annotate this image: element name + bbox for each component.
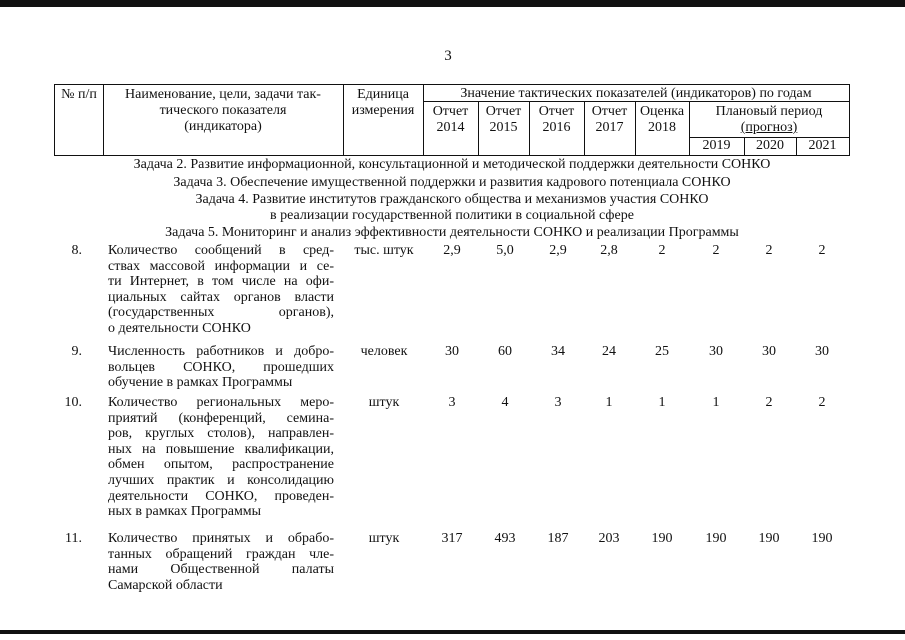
header-col-2018: Оценка 2018 xyxy=(639,104,685,135)
indicator-value: 2 xyxy=(818,395,826,410)
indicator-name-line: обмен опытом, распространение xyxy=(108,457,334,473)
indicator-value: 2,8 xyxy=(600,243,618,258)
indicator-value: 190 xyxy=(758,531,780,546)
header-col-2014: Отчет 2014 xyxy=(432,104,469,135)
indicator-value: 30 xyxy=(815,344,829,359)
indicator-value: 2,9 xyxy=(443,243,461,258)
task-heading: Задача 5. Мониторинг и анализ эффективности деятельности СОНКО и реализации Программы xyxy=(165,225,739,240)
task-heading: Задача 4. Развитие институтов гражданского общества и механизмов участия СОНКО xyxy=(195,192,709,207)
indicator-name-line: ров, круглых столов), направлен- xyxy=(108,426,334,442)
indicator-name-line: нами Общественной палаты xyxy=(108,562,334,578)
indicator-value: 2 xyxy=(765,395,773,410)
indicator-name-line: ных в рамках Программы xyxy=(108,504,262,520)
indicator-value: 2 xyxy=(765,243,773,258)
header-values-title: Значение тактических показателей (индикаторов) по годам xyxy=(460,86,812,101)
indicator-name-line: Самарской области xyxy=(108,577,223,593)
indicator-value: 493 xyxy=(494,531,516,546)
indicator-value: 34 xyxy=(551,344,565,359)
indicator-name-line: ных на повышение квалификации, xyxy=(108,441,334,457)
indicator-value: 30 xyxy=(445,344,459,359)
indicator-name-line: обучение в рамках Программы xyxy=(108,375,293,391)
header-col-2016: Отчет 2016 xyxy=(538,104,575,135)
header-year-2020: 2020 xyxy=(756,138,784,153)
task-heading: Задача 2. Развитие информационной, консультационной и методической поддержки деятельности СОНКО xyxy=(133,157,771,172)
unit-of-measure: штук xyxy=(368,395,400,410)
indicator-value: 2,9 xyxy=(549,243,567,258)
indicator-value: 60 xyxy=(498,344,512,359)
indicator-name-line: о деятельности СОНКО xyxy=(108,320,251,336)
indicator-name-line: Численность работников и добро- xyxy=(108,344,334,359)
header-number: № п/п xyxy=(61,87,97,102)
indicator-value: 1 xyxy=(605,395,613,410)
indicator-value: 30 xyxy=(762,344,776,359)
row-number: 8. xyxy=(71,243,82,258)
task-heading: Задача 3. Обеспечение имущественной поддержки и развития кадрового потенциала СОНКО xyxy=(173,175,731,190)
header-year-2019: 2019 xyxy=(702,138,731,153)
indicator-name xyxy=(108,395,334,520)
unit-of-measure: тыс. штук xyxy=(354,243,414,258)
header-year-2021: 2021 xyxy=(808,138,837,153)
indicator-value: 3 xyxy=(554,395,562,410)
indicator-name-line: Количество региональных меро- xyxy=(108,395,334,410)
indicator-name-line: Количество сообщений в сред- xyxy=(108,243,334,258)
unit-of-measure: штук xyxy=(368,531,400,546)
indicator-value: 317 xyxy=(441,531,463,546)
table-header xyxy=(54,84,850,156)
indicator-name-line: деятельности СОНКО, проведен- xyxy=(108,488,334,504)
row-number: 11. xyxy=(65,531,82,546)
indicator-value: 30 xyxy=(709,344,723,359)
bottom-border-rule xyxy=(0,630,905,634)
indicator-value: 3 xyxy=(448,395,456,410)
header-unit: Единица измерения xyxy=(351,87,415,118)
indicator-name-line: циальных сайтах органов власти xyxy=(108,289,334,305)
indicator-value: 187 xyxy=(547,531,569,546)
indicator-value: 2 xyxy=(658,243,666,258)
top-border-rule xyxy=(0,0,905,7)
header-col-2017: Отчет 2017 xyxy=(591,104,628,135)
indicator-name-line: танных обращений граждан чле- xyxy=(108,546,334,562)
indicator-value: 2 xyxy=(712,243,720,258)
indicator-name xyxy=(108,344,334,391)
indicator-value: 190 xyxy=(651,531,673,546)
indicator-value: 190 xyxy=(705,531,727,546)
indicator-name-line: ствах массовой информации и се- xyxy=(108,258,334,274)
header-col-2015: Отчет 2015 xyxy=(485,104,522,135)
row-number: 10. xyxy=(64,395,82,410)
indicator-name-line: Количество принятых и обрабо- xyxy=(108,531,334,546)
indicator-value: 2 xyxy=(818,243,826,258)
indicator-value: 1 xyxy=(712,395,720,410)
indicator-name-line: ти Интернет, в том числе на офи- xyxy=(108,274,334,290)
indicator-name-line: лучших практик и консолидацию xyxy=(108,472,334,488)
indicator-value: 5,0 xyxy=(496,243,514,258)
indicator-value: 24 xyxy=(602,344,616,359)
indicator-name xyxy=(108,243,334,337)
indicator-value: 190 xyxy=(811,531,833,546)
indicator-value: 25 xyxy=(655,344,669,359)
unit-of-measure: человек xyxy=(360,344,408,359)
indicator-value: 4 xyxy=(501,395,509,410)
row-number: 9. xyxy=(71,344,82,359)
indicator-name-line: (государственных органов), xyxy=(108,305,334,321)
indicator-name-line: вольцев СОНКО, прошедших xyxy=(108,359,334,375)
header-name: Наименование, цели, задачи так- тического показателя (индикатора) xyxy=(125,87,321,134)
indicator-name xyxy=(108,531,334,593)
header-planned-period: Плановый период (прогноз) xyxy=(715,104,823,135)
indicator-value: 203 xyxy=(598,531,620,546)
indicator-name-line: приятий (конференций, семина- xyxy=(108,410,334,426)
indicator-value: 1 xyxy=(658,395,666,410)
task-heading: в реализации государственной политики в социальной сфере xyxy=(270,208,634,223)
page-number: 3 xyxy=(444,48,452,64)
